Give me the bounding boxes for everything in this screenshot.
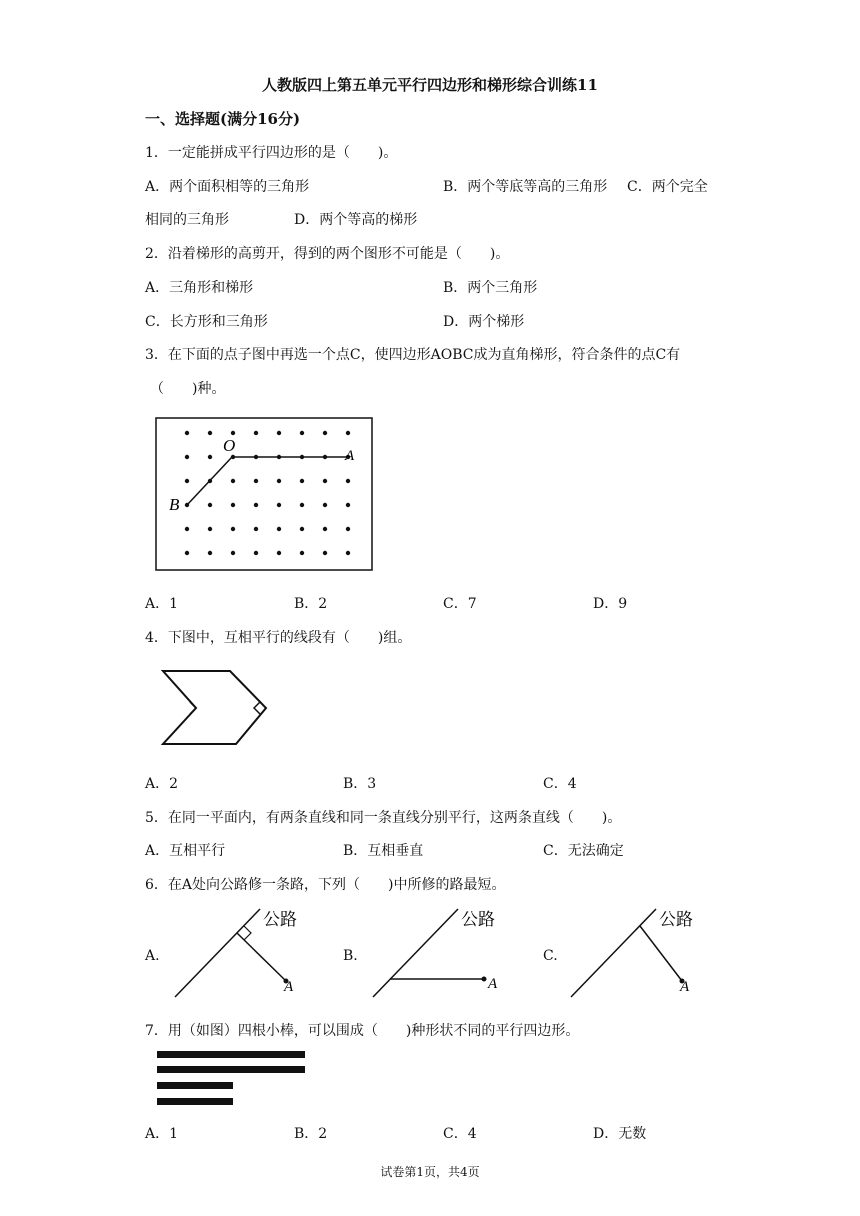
q7-stem: 7．用（如图）四根小棒，可以围成（ )种形状不同的平行四边形。: [145, 1023, 580, 1039]
point-o-label: O: [223, 436, 236, 455]
grid-dot: [346, 431, 350, 435]
grid-dot: [277, 527, 281, 531]
grid-dot: [300, 527, 304, 531]
grid-dot: [277, 503, 281, 507]
grid-dot: [231, 479, 235, 483]
q7-option-b[interactable]: B．2: [294, 1126, 328, 1142]
q2-option-a[interactable]: A．三角形和梯形: [145, 280, 254, 296]
grid-dot: [300, 551, 304, 555]
grid-dot: [185, 479, 189, 483]
q3-option-c[interactable]: C．7: [443, 596, 477, 612]
grid-dot: [208, 503, 212, 507]
grid-dot: [254, 431, 258, 435]
road-label: 公路: [461, 910, 495, 930]
page-title: 人教版四上第五单元平行四边形和梯形综合训练11: [262, 76, 598, 94]
point-a-label: A: [680, 979, 690, 995]
section-heading: 一、选择题(满分16分): [145, 110, 301, 128]
grid-dot: [346, 479, 350, 483]
point-a-label: A: [488, 976, 498, 992]
q2-stem: 2．沿着梯形的高剪开，得到的两个图形不可能是（ )。: [145, 246, 510, 262]
q3-option-a[interactable]: A．1: [145, 596, 179, 612]
grid-dot: [208, 455, 212, 459]
q5-stem: 5．在同一平面内，有两条直线和同一条直线分别平行，这两条直线（ )。: [145, 810, 622, 826]
grid-dot: [254, 551, 258, 555]
q2-option-d[interactable]: D．两个梯形: [443, 314, 525, 330]
grid-dot: [254, 479, 258, 483]
grid-dot: [208, 551, 212, 555]
grid-dot: [300, 503, 304, 507]
page-footer: 试卷第1页，共4页: [380, 1165, 480, 1179]
q6-option-c-label[interactable]: C.: [543, 948, 558, 964]
q1-option-a[interactable]: A．两个面积相等的三角形: [145, 179, 310, 195]
q1-option-c[interactable]: C．两个完全: [627, 179, 708, 195]
grid-dot: [346, 527, 350, 531]
q5-option-b[interactable]: B．互相垂直: [343, 843, 424, 859]
grid-dot: [277, 479, 281, 483]
q4-option-b[interactable]: B．3: [343, 776, 377, 792]
grid-dot: [277, 551, 281, 555]
grid-dot: [185, 551, 189, 555]
q3-stem-continued: （ )种。: [150, 381, 226, 397]
q5-option-a[interactable]: A．互相平行: [145, 843, 226, 859]
grid-dot: [254, 527, 258, 531]
road-figure-b: [368, 903, 518, 1001]
grid-dot: [208, 431, 212, 435]
q3-option-b[interactable]: B．2: [294, 596, 328, 612]
grid-dot: [185, 431, 189, 435]
point-a-label: A: [345, 448, 355, 464]
q4-option-a[interactable]: A．2: [145, 776, 179, 792]
grid-dot: [300, 479, 304, 483]
grid-dot: [323, 551, 327, 555]
q7-option-c[interactable]: C．4: [443, 1126, 477, 1142]
q2-option-b[interactable]: B．两个三角形: [443, 280, 538, 296]
grid-dot: [185, 527, 189, 531]
sticks-figure: [156, 1048, 308, 1108]
q1-option-c-continued: 相同的三角形: [145, 212, 229, 228]
q3-option-d[interactable]: D．9: [593, 596, 628, 612]
grid-dot: [231, 527, 235, 531]
q6-option-b-label[interactable]: B.: [343, 948, 358, 964]
q5-option-c[interactable]: C．无法确定: [543, 843, 624, 859]
q6-option-a-label[interactable]: A.: [145, 948, 160, 964]
dot-grid-figure: [155, 417, 375, 572]
q7-option-d[interactable]: D．无数: [593, 1126, 647, 1142]
grid-dot: [208, 527, 212, 531]
grid-dot: [346, 503, 350, 507]
road-figure-c: [566, 903, 716, 1001]
grid-dot: [323, 479, 327, 483]
q7-option-a[interactable]: A．1: [145, 1126, 179, 1142]
grid-dot: [323, 431, 327, 435]
q4-stem: 4．下图中，互相平行的线段有（ )组。: [145, 630, 412, 646]
grid-dot: [323, 527, 327, 531]
grid-dot: [231, 551, 235, 555]
road-label: 公路: [659, 910, 693, 930]
grid-dot: [254, 503, 258, 507]
road-label: 公路: [263, 910, 297, 930]
q1-option-d[interactable]: D．两个等高的梯形: [294, 212, 418, 228]
arrow-shape-figure: [158, 668, 273, 748]
q2-option-c[interactable]: C．长方形和三角形: [145, 314, 268, 330]
grid-dot: [300, 431, 304, 435]
grid-dot: [346, 551, 350, 555]
grid-dot: [277, 431, 281, 435]
grid-dot: [323, 503, 327, 507]
grid-dot: [185, 455, 189, 459]
q3-stem: 3．在下面的点子图中再选一个点C，使四边形AOBC成为直角梯形，符合条件的点C有: [145, 347, 681, 363]
q1-stem: 1．一定能拼成平行四边形的是（ )。: [145, 145, 398, 161]
q6-stem: 6．在A处向公路修一条路，下列（ )中所修的路最短。: [145, 877, 506, 893]
q1-option-b[interactable]: B．两个等底等高的三角形: [443, 179, 608, 195]
grid-dot: [231, 431, 235, 435]
road-figure-a: [170, 903, 320, 1001]
grid-dot: [231, 503, 235, 507]
point-a-label: A: [284, 979, 294, 995]
point-b-label: B: [169, 495, 180, 514]
q4-option-c[interactable]: C．4: [543, 776, 577, 792]
